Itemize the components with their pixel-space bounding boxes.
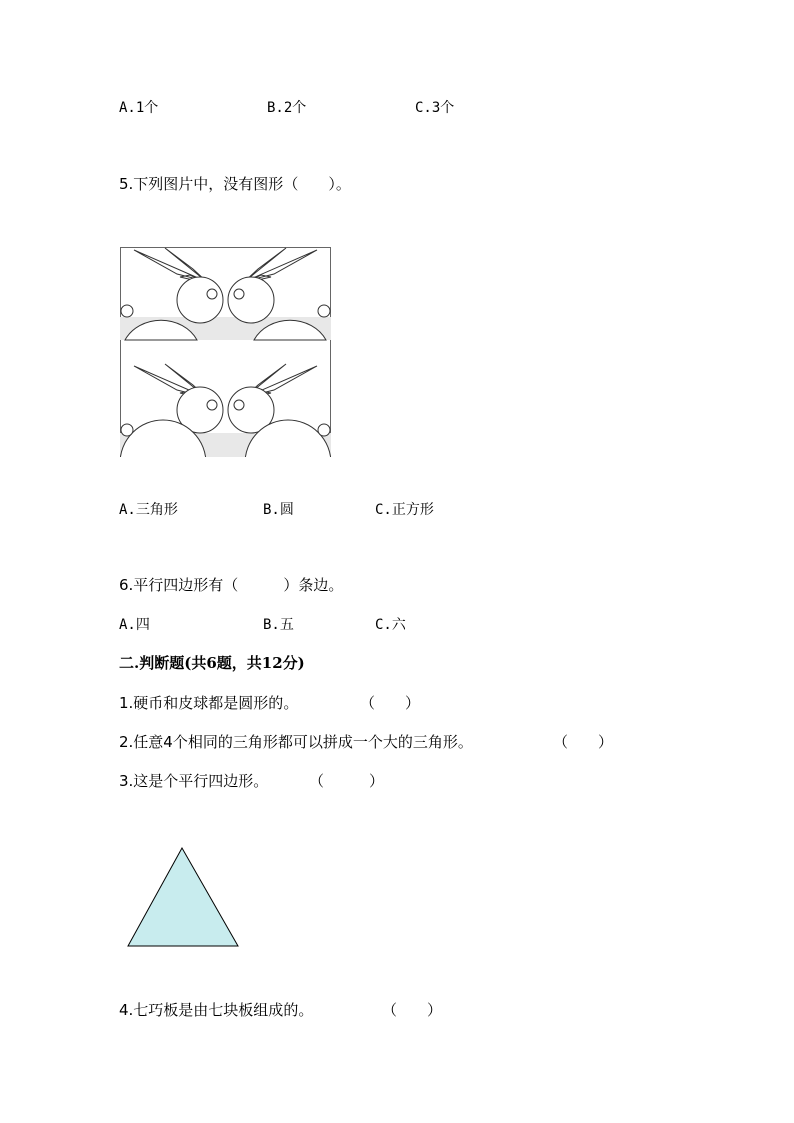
judge-blank-1[interactable]: （ ） [360, 694, 421, 712]
judge-item-1: 1.硬币和皮球都是圆形的。 [119, 694, 299, 712]
judge-item-4: 4.七巧板是由七块板组成的。 [119, 1001, 314, 1019]
q6-option-c[interactable]: C.六 [375, 617, 406, 633]
q5-question: 5.下列图片中，没有图形（ ）。 [119, 175, 351, 193]
judge-item-3: 3.这是个平行四边形。 [119, 772, 269, 790]
q4-option-b[interactable]: B.2个 [267, 100, 307, 116]
rabbit-figure [120, 247, 332, 458]
q6-question: 6.平行四边形有（ ）条边。 [119, 576, 344, 594]
q5-option-b[interactable]: B.圆 [263, 502, 294, 518]
q6-option-b[interactable]: B.五 [263, 617, 294, 633]
q4-option-c[interactable]: C.3个 [415, 100, 455, 116]
judge-item-2: 2.任意4个相同的三角形都可以拼成一个大的三角形。 [119, 733, 473, 751]
triangle-figure [124, 844, 242, 950]
q4-option-a[interactable]: A.1个 [119, 100, 159, 116]
section-heading: 二.判断题(共6题，共12分) [119, 654, 305, 672]
judge-blank-3[interactable]: （ ） [309, 772, 385, 790]
q6-option-a[interactable]: A.四 [119, 617, 150, 633]
judge-blank-2[interactable]: （ ） [553, 733, 614, 751]
q5-option-c[interactable]: C.正方形 [375, 502, 434, 518]
q5-option-a[interactable]: A.三角形 [119, 502, 178, 518]
judge-blank-4[interactable]: （ ） [382, 1001, 443, 1019]
